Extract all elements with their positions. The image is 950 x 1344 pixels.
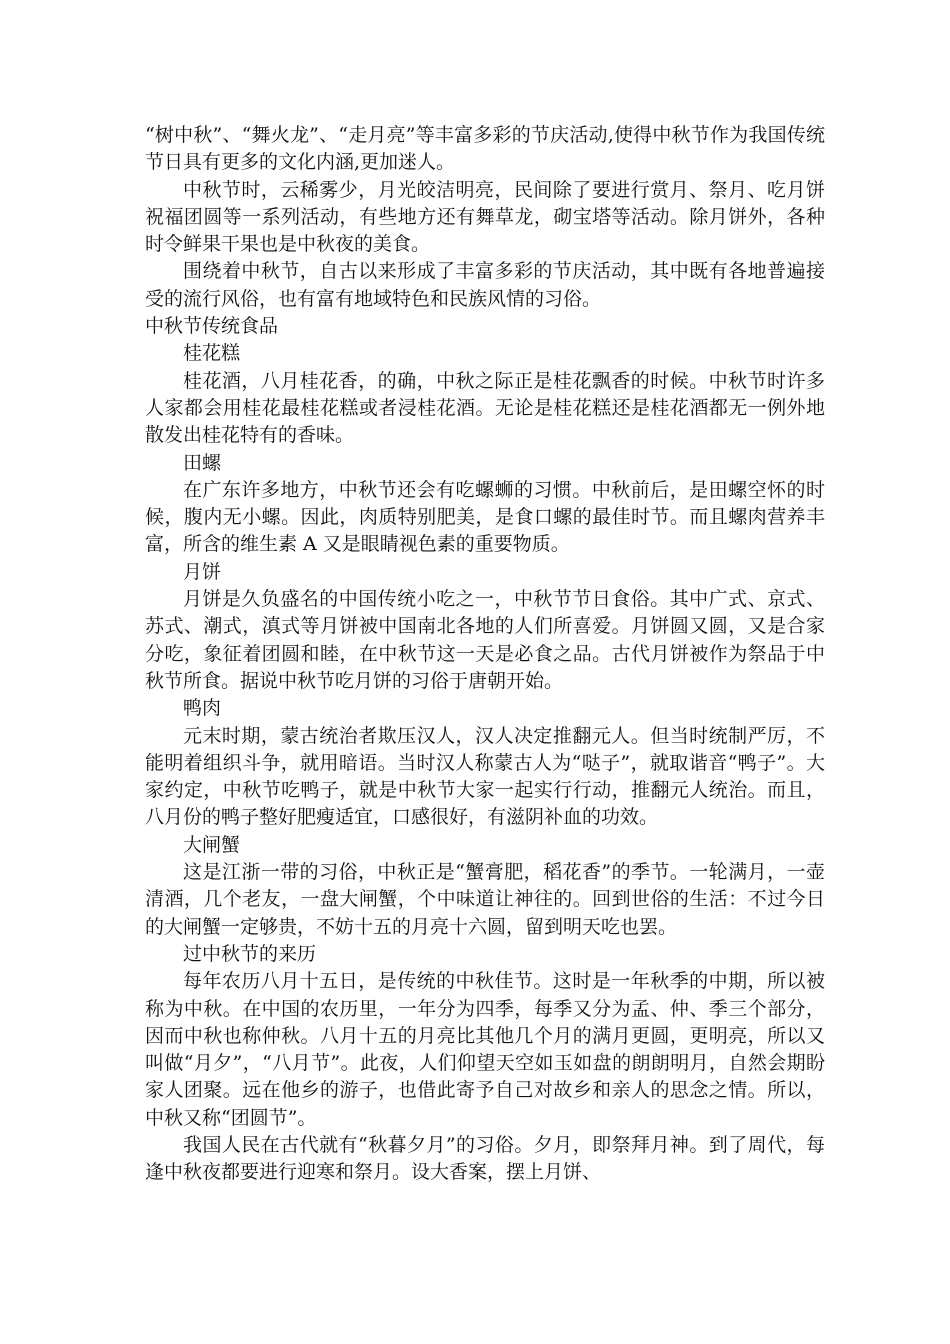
subheading-duck: 鸭肉: [183, 697, 222, 720]
subheading-osmanthus-cake: 桂花糕: [183, 342, 241, 365]
paragraph-hairy-crab: 这是江浙一带的习俗，中秋正是“蟹膏肥，稻花香”的季节。一轮满月，一壶清酒，几个老友，一盘大闸蟹，个中味道让神往的。回到世俗的生活：不过今日的大闸蟹一定够贵，不妨十五的月亮十六圆，留到明天吃也罢。: [145, 861, 825, 938]
subheading-origin: 过中秋节的来历: [183, 942, 317, 965]
paragraph-origin: 每年农历八月十五日，是传统的中秋佳节。这时是一年秋季的中期，所以被称为中秋。在中国的农历里，一年分为四季，每季又分为孟、仲、季三个部分，因而中秋也称仲秋。八月十五的月亮比其他几个月的满月更圆，更明亮，所以又叫做“月夕”，“八月节”。此夜，人们仰望天空如玉如盘的朗朗明月，自然会期盼家人团聚。远在他乡的游子，也借此寄予自己对故乡和亲人的思念之情。所以，中秋又称“团圆节”。: [145, 970, 825, 1129]
paragraph-duck: 元末时期，蒙古统治者欺压汉人，汉人决定推翻元人。但当时统制严厉，不能明着组织斗争，就用暗语。当时汉人称蒙古人为“哒子”，就取谐音“鸭子”。大家约定，中秋节吃鸭子，就是中秋节大家一起实行行动，推翻元人统治。而且，八月份的鸭子整好肥瘦适宜，口感很好，有滋阴补血的功效。: [145, 724, 825, 829]
paragraph-festival-activities: “树中秋”、“舞火龙”、“走月亮”等丰富多彩的节庆活动,使得中秋节作为我国传统节日具有更多的文化内涵,更加迷人。: [145, 124, 825, 174]
paragraph-moon-worship: 我国人民在古代就有“秋暮夕月”的习俗。夕月，即祭拜月神。到了周代，每逢中秋夜都要进行迎寒和祭月。设大香案，摆上月饼、: [145, 1133, 825, 1184]
paragraph-osmanthus: 桂花酒，八月桂花香，的确，中秋之际正是桂花飘香的时候。中秋节时许多人家都会用桂花最桂花糕或者浸桂花酒。无论是桂花糕还是桂花酒都无一例外地散发出桂花特有的香味。: [145, 369, 825, 447]
section-heading-traditional-food: 中秋节传统食品: [145, 315, 279, 338]
paragraph-river-snail: 在广东许多地方，中秋节还会有吃螺蛳的习惯。中秋前后，是田螺空怀的时候，腹内无小螺。因此，肉质特别肥美，是食口螺的最佳时节。而且螺肉营养丰富，所含的维生素 A 又是眼睛视色素的重要物质。: [145, 478, 825, 556]
paragraph-mooncake: 月饼是久负盛名的中国传统小吃之一，中秋节节日食俗。其中广式、京式、苏式、潮式，滇式等月饼被中国南北各地的人们所喜爱。月饼圆又圆，又是合家分吃，象征着团圆和睦，在中秋节这一天是必食之品。古代月饼被作为祭品于中秋节所食。据说中秋节吃月饼的习俗于唐朝开始。: [145, 588, 825, 692]
paragraph-mid-autumn-night: 中秋节时，云稀雾少，月光皎洁明亮，民间除了要进行赏月、祭月、吃月饼祝福团圆等一系列活动，有些地方还有舞草龙，砌宝塔等活动。除月饼外，各种时令鲜果干果也是中秋夜的美食。: [145, 178, 825, 256]
subheading-river-snail: 田螺: [183, 451, 222, 474]
subheading-mooncake: 月饼: [183, 560, 222, 583]
document-body: [145, 122, 825, 1187]
paragraph-customs: 围绕着中秋节，自古以来形成了丰富多彩的节庆活动，其中既有各地普遍接受的流行风俗，也有富有地域特色和民族风情的习俗。: [145, 260, 825, 310]
subheading-hairy-crab: 大闸蟹: [183, 833, 241, 856]
